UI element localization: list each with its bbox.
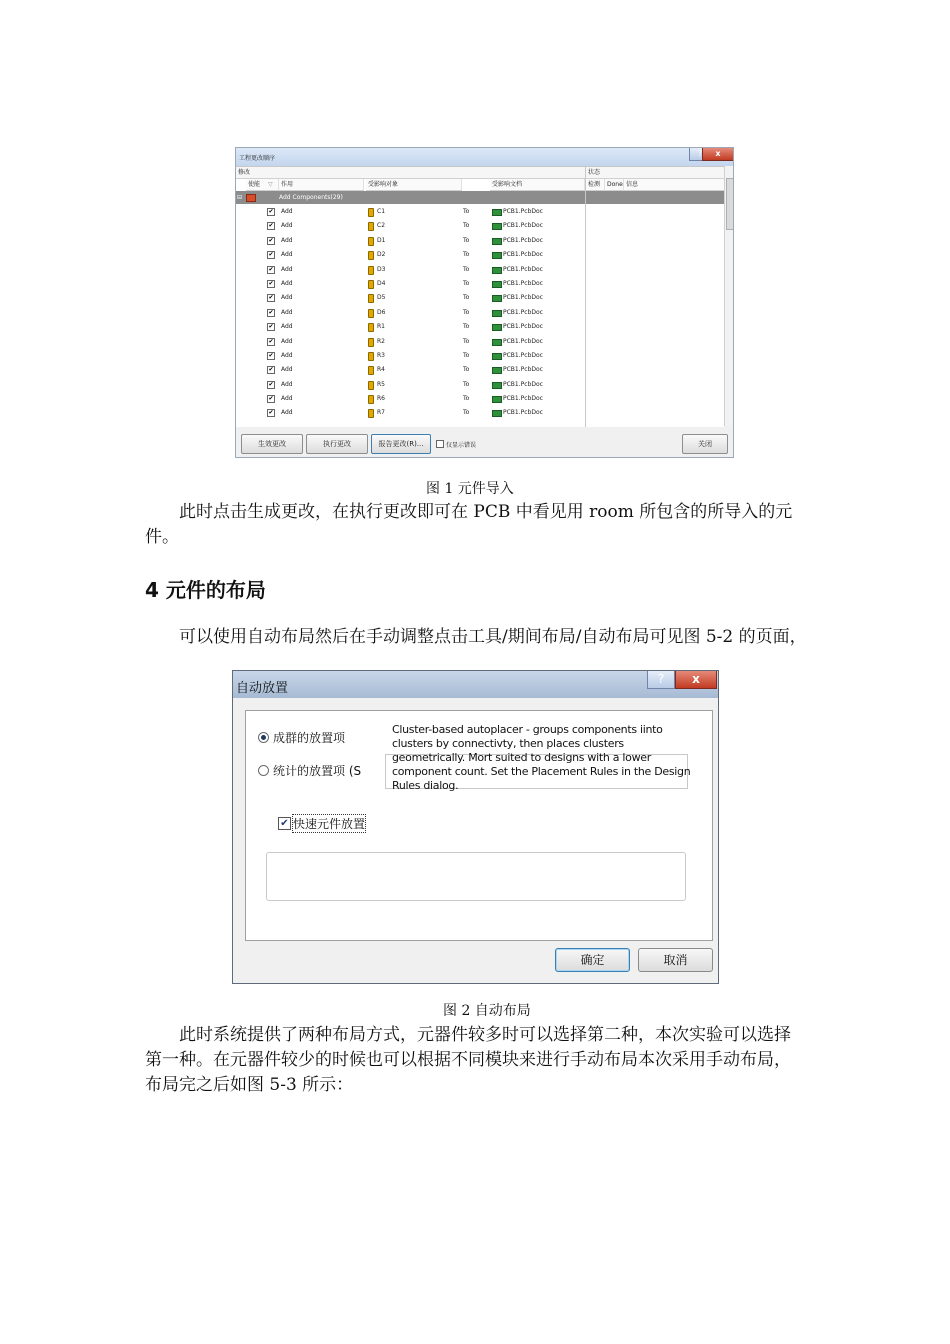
action-cell: Add <box>281 265 293 273</box>
help-button[interactable]: ? <box>647 671 675 689</box>
column-header-affected-document[interactable]: 受影响文档 <box>490 179 585 191</box>
pcb-document-icon <box>492 209 502 216</box>
object-cell: R7 <box>377 409 385 417</box>
pcb-document-icon <box>492 324 502 331</box>
table-row[interactable] <box>236 378 586 392</box>
table-row[interactable] <box>236 219 586 233</box>
autoplace-dialog <box>232 670 719 984</box>
component-icon <box>368 309 374 318</box>
column-header-action[interactable]: 作用 <box>279 179 364 191</box>
column-header-enable[interactable]: 使能 ▽ <box>246 179 279 191</box>
to-cell: To <box>463 279 470 287</box>
paragraph-3: 此时系统提供了两种布局方式，元器件较多时可以选择第二种，本次实验可以选择第一种。在元器件较少的时候也可以根据不同模块来进行手动布局本次采用手动布局，布局完之后如图 5-3 所示： <box>145 1025 791 1095</box>
table-row[interactable] <box>236 335 586 349</box>
pcb-document-icon <box>492 396 502 403</box>
pcb-document-icon <box>492 295 502 302</box>
table-row[interactable] <box>236 392 586 406</box>
document-cell: PCB1.PcbDoc <box>503 294 543 302</box>
to-cell: To <box>463 395 470 403</box>
enable-checkbox[interactable]: ✔ <box>268 337 274 345</box>
component-icon <box>368 395 374 404</box>
group-header-modify: 修改 <box>236 167 586 179</box>
table-row[interactable] <box>236 248 586 262</box>
object-cell: D1 <box>377 236 386 244</box>
component-icon <box>368 338 374 347</box>
object-cell: R4 <box>377 366 385 374</box>
sort-icon: ▽ <box>268 181 273 188</box>
to-cell: To <box>463 380 470 388</box>
document-cell: PCB1.PcbDoc <box>503 265 543 273</box>
document-cell: PCB1.PcbDoc <box>503 395 543 403</box>
cluster-placer-label[interactable]: 成群的放置项 <box>273 731 346 745</box>
table-row[interactable] <box>236 291 586 305</box>
action-cell: Add <box>281 337 293 345</box>
column-header-done[interactable]: Done <box>605 179 624 191</box>
document-cell: PCB1.PcbDoc <box>503 236 543 244</box>
eco-grid <box>236 166 724 427</box>
action-cell: Add <box>281 409 293 417</box>
document-cell: PCB1.PcbDoc <box>503 366 543 374</box>
cancel-button[interactable]: 取消 <box>638 948 713 972</box>
column-header-message[interactable]: 信息 <box>624 179 725 191</box>
execute-changes-button[interactable]: 执行更改 <box>306 434 368 454</box>
enable-checkbox[interactable]: ✔ <box>268 380 274 388</box>
object-cell: R3 <box>377 351 385 359</box>
scrollbar-thumb[interactable] <box>726 178 734 230</box>
to-cell: To <box>463 351 470 359</box>
action-cell: Add <box>281 308 293 316</box>
component-icon <box>368 237 374 246</box>
component-icon <box>368 294 374 303</box>
pcb-document-icon <box>492 238 502 245</box>
table-row[interactable] <box>236 363 586 377</box>
to-cell: To <box>463 265 470 273</box>
enable-checkbox[interactable]: ✔ <box>268 351 274 359</box>
autoplace-titlebar <box>233 671 718 698</box>
placer-description: Cluster-based autoplacer - groups components iinto clusters by connectivty, then places clusters geometrically. Mort suited to designs with a lower component count. Set the Placement Rules in the Design Rules dialog. <box>392 723 691 792</box>
column-header-affected-object[interactable]: 受影响对象 <box>366 179 462 191</box>
autoplace-title: 自动放置 <box>236 681 289 696</box>
cluster-placer-radio[interactable] <box>258 732 269 743</box>
figure1-caption: 图 1 元件导入 <box>426 481 514 497</box>
object-cell: R5 <box>377 380 385 388</box>
pcb-document-icon <box>492 353 502 360</box>
to-cell: To <box>463 236 470 244</box>
enable-checkbox[interactable]: ✔ <box>268 236 274 244</box>
enable-checkbox[interactable]: ✔ <box>268 265 274 273</box>
pcb-document-icon <box>492 252 502 259</box>
to-cell: To <box>463 409 470 417</box>
component-icon <box>368 251 374 260</box>
eco-dialog <box>235 147 734 458</box>
action-cell: Add <box>281 208 293 215</box>
column-header-check[interactable]: 检测 <box>586 179 605 191</box>
component-icon <box>368 381 374 390</box>
object-cell: C1 <box>377 208 386 215</box>
to-cell: To <box>463 366 470 374</box>
statistical-placer-radio[interactable] <box>258 765 269 776</box>
component-icon <box>368 266 374 275</box>
to-cell: To <box>463 208 470 215</box>
eco-title: 工程更改顺序 <box>239 155 276 162</box>
component-icon <box>368 352 374 361</box>
pcb-document-icon <box>492 223 502 230</box>
document-cell: PCB1.PcbDoc <box>503 308 543 316</box>
component-icon <box>368 208 374 217</box>
validate-changes-button[interactable]: 生效更改 <box>241 434 303 454</box>
table-row[interactable] <box>236 320 586 334</box>
component-icon <box>368 280 374 289</box>
enable-checkbox[interactable]: ✔ <box>268 279 274 287</box>
component-icon <box>368 366 374 375</box>
eco-rows <box>236 205 586 421</box>
object-cell: R6 <box>377 395 385 403</box>
enable-checkbox[interactable]: ✔ <box>268 395 274 403</box>
figure2-caption: 图 2 自动布局 <box>443 1003 531 1019</box>
pcb-document-icon <box>492 281 502 288</box>
document-cell: PCB1.PcbDoc <box>503 337 543 345</box>
enable-checkbox[interactable]: ✔ <box>268 366 274 374</box>
action-cell: Add <box>281 380 293 388</box>
ok-button[interactable]: 确定 <box>555 948 630 972</box>
component-icon <box>368 323 374 332</box>
enable-checkbox[interactable]: ✔ <box>268 251 274 259</box>
object-cell: R2 <box>377 337 385 345</box>
radio-selected-dot <box>261 735 266 740</box>
quick-placement-checkbox[interactable]: ✔ <box>278 817 291 830</box>
statistical-placer-label[interactable]: 统计的放置项 (S <box>273 764 362 778</box>
object-cell: D6 <box>377 308 386 316</box>
action-cell: Add <box>281 294 293 302</box>
folder-icon <box>246 194 256 202</box>
document-cell: PCB1.PcbDoc <box>503 279 543 287</box>
show-errors-label: 仅显示错误 <box>446 442 477 449</box>
table-row[interactable] <box>236 349 586 363</box>
vertical-scrollbar[interactable] <box>724 166 734 426</box>
document-cell: PCB1.PcbDoc <box>503 251 543 259</box>
to-cell: To <box>463 337 470 345</box>
action-cell: Add <box>281 366 293 374</box>
action-cell: Add <box>281 236 293 244</box>
paragraph-1: 此时点击生成更改，在执行更改即可在 PCB 中看见用 room 所包含的所导入的元件。 <box>145 502 793 547</box>
component-icon <box>368 409 374 418</box>
status-divider <box>585 167 586 427</box>
report-changes-button[interactable]: 报告更改(R)... <box>371 434 431 454</box>
close-icon[interactable]: x <box>702 148 734 161</box>
collapse-icon[interactable]: ⊟ <box>237 194 243 201</box>
to-cell: To <box>463 323 470 331</box>
section-heading: 4 元件的布局 <box>145 578 266 602</box>
options-frame <box>245 710 713 941</box>
pcb-document-icon <box>492 267 502 274</box>
help-button[interactable]: ? <box>689 148 711 161</box>
enable-checkbox[interactable]: ✔ <box>268 208 274 215</box>
pcb-document-icon <box>492 382 502 389</box>
enable-checkbox[interactable]: ✔ <box>268 222 274 230</box>
action-cell: Add <box>281 351 293 359</box>
object-cell: C2 <box>377 222 386 230</box>
action-cell: Add <box>281 279 293 287</box>
document-cell: PCB1.PcbDoc <box>503 208 543 215</box>
object-cell: D2 <box>377 251 386 259</box>
show-errors-checkbox[interactable] <box>436 440 444 448</box>
action-cell: Add <box>281 222 293 230</box>
to-cell: To <box>463 294 470 302</box>
enable-checkbox[interactable]: ✔ <box>268 294 274 302</box>
to-cell: To <box>463 222 470 230</box>
table-row[interactable] <box>236 234 586 248</box>
document-cell: PCB1.PcbDoc <box>503 409 543 417</box>
quick-placement-label[interactable]: 快速元件放置 <box>293 817 366 831</box>
object-cell: D3 <box>377 265 386 273</box>
pcb-document-icon <box>492 367 502 374</box>
group-row-label: Add Components(29) <box>279 194 343 201</box>
enable-checkbox[interactable]: ✔ <box>268 308 274 316</box>
object-cell: R1 <box>377 323 385 331</box>
table-row[interactable] <box>236 263 586 277</box>
object-cell: D5 <box>377 294 386 302</box>
document-cell: PCB1.PcbDoc <box>503 351 543 359</box>
pcb-document-icon <box>492 410 502 417</box>
group-header-status: 状态 <box>586 167 724 179</box>
close-icon[interactable]: x <box>675 671 717 689</box>
enable-checkbox[interactable]: ✔ <box>268 323 274 331</box>
paragraph-2: 可以使用自动布局然后在手动调整点击工具/期间布局/自动布局可见图 5-2 的页面， <box>179 627 807 647</box>
table-row[interactable] <box>236 205 586 219</box>
action-cell: Add <box>281 323 293 331</box>
eco-titlebar <box>236 148 733 166</box>
document-cell: PCB1.PcbDoc <box>503 222 543 230</box>
pcb-document-icon <box>492 310 502 317</box>
to-cell: To <box>463 308 470 316</box>
document-cell: PCB1.PcbDoc <box>503 380 543 388</box>
document-cell: PCB1.PcbDoc <box>503 323 543 331</box>
action-cell: Add <box>281 251 293 259</box>
action-cell: Add <box>281 395 293 403</box>
table-row[interactable] <box>236 306 586 320</box>
table-row[interactable] <box>236 277 586 291</box>
table-row[interactable] <box>236 406 586 420</box>
to-cell: To <box>463 251 470 259</box>
group-row-add-components[interactable] <box>236 191 724 204</box>
pcb-document-icon <box>492 339 502 346</box>
empty-panel <box>266 852 686 901</box>
component-icon <box>368 222 374 231</box>
enable-checkbox[interactable]: ✔ <box>268 409 274 417</box>
object-cell: D4 <box>377 279 386 287</box>
close-button[interactable]: 关闭 <box>682 434 728 454</box>
